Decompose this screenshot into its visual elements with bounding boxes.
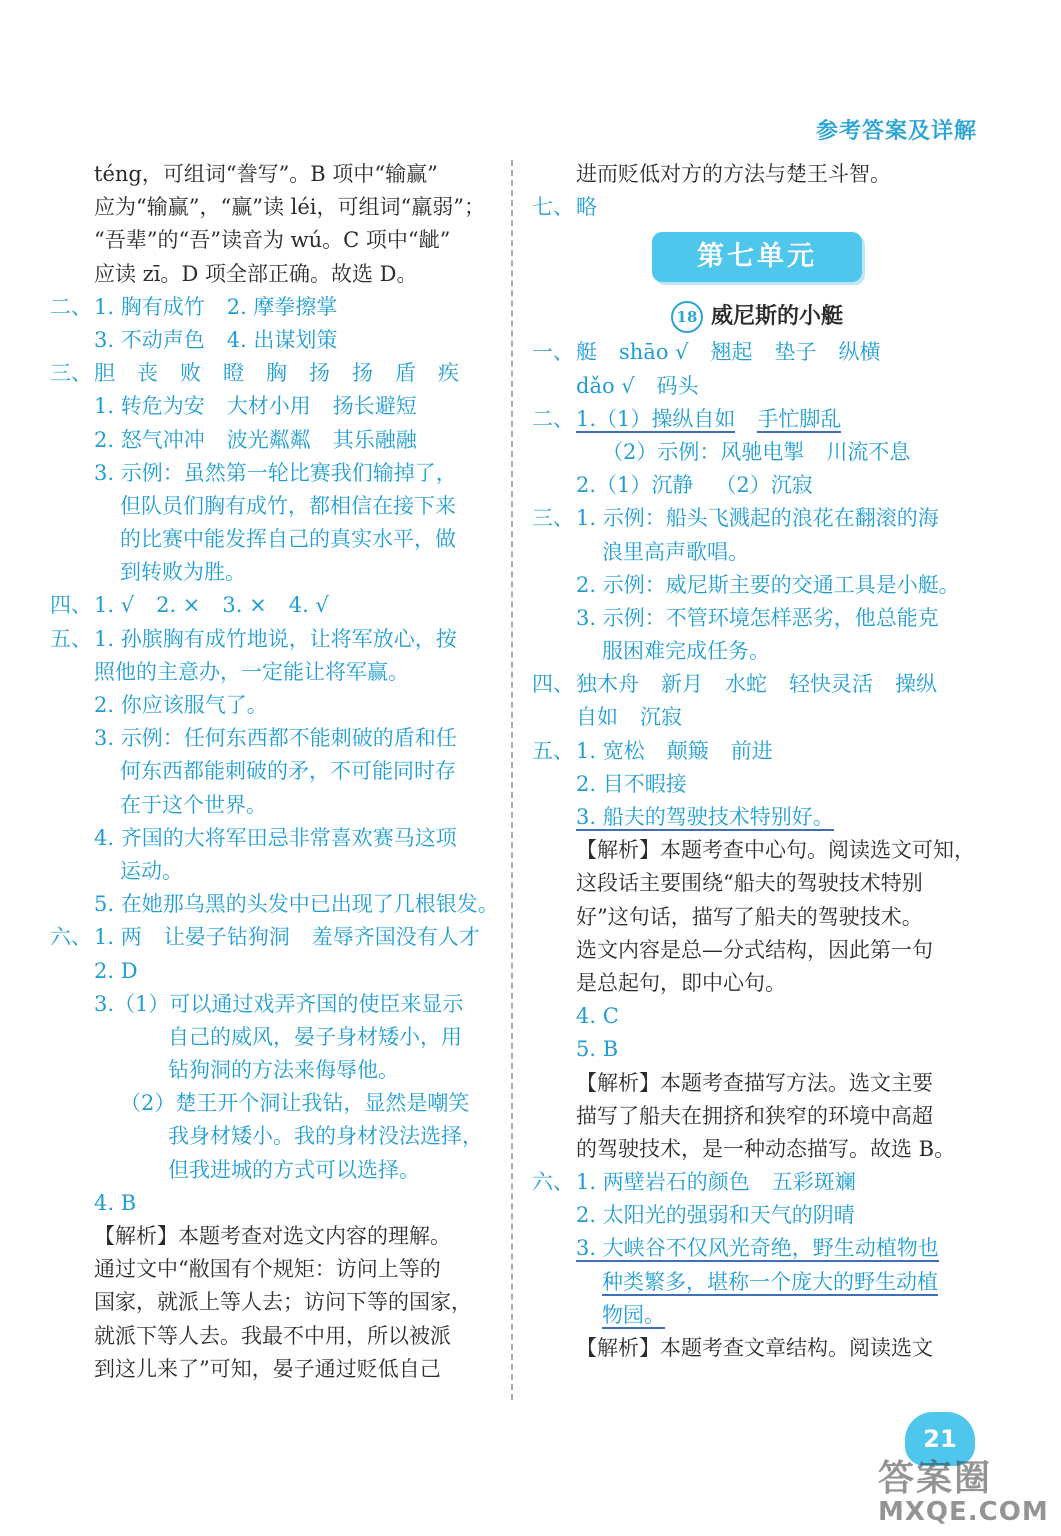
answer-line [532,1133,982,1166]
answer-line [50,1021,500,1054]
answer-text: 在于这个世界。 [120,792,267,817]
answer-text: 2. 怒气冲冲 [94,427,205,452]
answer-text: 2. 你应该服气了。 [94,693,268,717]
answer-line [50,1286,500,1319]
answer-text: 3.（1）可以通过戏弄齐国的使臣来显示 [94,991,464,1016]
answer-line [50,822,500,855]
answer-text: 扬 [352,361,373,386]
answer-text: （2）楚王开个洞让我钻，显然是嘲笑 [120,1091,470,1116]
answer-text: 2.（1）沉静 [576,473,694,498]
answer-text: 照他的主意办，一定能让将军赢。 [94,659,409,684]
right-column [532,158,982,1365]
answer-text: 1. 示例：船头飞溅起的浪花在翻滚的海 [576,506,939,531]
answer-text: shāo √ [619,340,689,365]
answer-line [532,801,982,834]
answer-text: 沉寂 [640,705,682,730]
answer-text: 2. 摩拳擦掌 [226,294,338,319]
section-label: 四、 [50,593,92,618]
answer-text: 丧 [137,361,158,386]
section-label: 七、 [532,195,574,220]
answer-text: 是总起句，即中心句。 [576,970,786,995]
answer-text: 1. 两壁岩石的颜色 [576,1170,750,1195]
answer-line [50,589,500,622]
section-label: 二、 [50,294,92,319]
answer-line [532,469,982,502]
answer-text: 就派下等人去。我最不中用，所以被派 [94,1323,451,1348]
answer-line [50,1353,500,1386]
answer-line [532,191,982,224]
answer-line [50,291,500,324]
section-label: 一、 [532,340,574,365]
answer-text: 1.（1）操纵自如 [576,406,736,431]
answer-text: 4. 齐国的大将军田忌非常喜欢赛马这项 [94,825,457,850]
answer-text: 5. B [576,1037,619,1062]
answer-line [50,191,500,224]
answer-text: 川流不息 [826,439,911,464]
answer-text: 1. 胸有成竹 [94,294,205,319]
answer-text: 4. 出谋划策 [226,327,338,352]
answer-text: 【解析】本题考查中心句。阅读选文可知， [576,838,975,863]
answer-line [50,1154,500,1187]
answer-text: 胆 [94,361,115,386]
answer-text: 自己的威风，晏子身材矮小，用 [168,1024,462,1049]
answer-line [50,1253,500,1286]
answer-text: 5. 在她那乌黑的头发中已出现了几根银发。 [94,892,499,917]
answer-line [50,722,500,755]
answer-line [50,357,500,390]
answer-text: 描写了船夫在拥挤和狭窄的环境中高超 [576,1103,933,1128]
answer-line [50,523,500,556]
answer-text: 3. 示例：虽然第一轮比赛我们输掉了， [94,460,457,485]
answer-text: 码头 [656,373,699,398]
answer-text: 的驾驶技术，是一种动态描写。故选 B。 [576,1136,956,1161]
answer-text: 3. 不动声色 [94,327,205,352]
answer-text: 疾 [438,361,459,386]
answer-line [532,1000,982,1033]
lesson-heading [532,296,982,336]
answer-text: 颠簸 [666,738,709,763]
answer-text: 浪里高声歌唱。 [602,539,749,564]
answer-line [50,689,500,722]
answer-text: “吾辈”的“吾”读音为 wú。C 项中“龇” [94,228,451,253]
answer-text: 操纵 [895,672,937,697]
answer-text: 好”这句话，描写了船夫的驾驶技术。 [576,904,923,929]
answer-text: 1. 两 [94,925,142,950]
answer-line [50,457,500,490]
answer-text: 应为“输赢”，“赢”读 léi，可组词“羸弱”； [94,195,485,220]
answer-line [532,635,982,668]
answer-line [532,735,982,768]
answer-line [50,324,500,357]
answer-text: 水蛇 [725,672,767,697]
answer-line [532,867,982,900]
answer-text: 1. √ [94,593,135,618]
answer-text: 垫子 [774,340,817,365]
answer-line [532,1199,982,1232]
lesson-number: 18 [671,301,703,333]
answer-text: 五彩斑斓 [771,1170,856,1195]
answer-line [50,1220,500,1253]
answer-text: 通过文中“敝国有个规矩：访问上等的 [94,1257,441,1282]
section-label: 五、 [532,738,574,763]
answer-line [532,403,982,436]
answer-line [532,901,982,934]
answer-line [532,1100,982,1133]
answer-line [50,1054,500,1087]
answer-line [50,1087,500,1120]
answer-text: 物园。 [602,1302,665,1327]
answer-line [532,158,982,191]
answer-text: 手忙脚乱 [757,406,842,431]
answer-text: 1. 宽松 [576,738,645,763]
unit-title: 第七单元 [652,232,862,282]
answer-text: 波光粼粼 [226,427,311,452]
answer-text: 3. 大峡谷不仅风光奇绝，野生动植物也 [576,1236,939,1261]
section-label: 三、 [50,361,92,386]
answer-line [50,158,500,191]
answer-text: 选文内容是总—分式结构，因此第一句 [576,937,933,962]
answer-line [50,390,500,423]
answer-line [50,258,500,291]
answer-line [532,602,982,635]
answer-text: 独木舟 [576,672,639,697]
answer-text: 但我进城的方式可以选择。 [168,1157,420,1182]
watermark-line2: MXQE.COM [878,1497,1049,1527]
answer-text: 3. × [222,593,267,618]
answer-line [532,370,982,403]
answer-text: 瞪 [223,361,244,386]
column-divider [511,160,513,1400]
answer-text: 艇 [576,340,597,365]
answer-text: 羞辱齐国没有人才 [311,925,480,950]
section-label: 五、 [50,626,92,651]
answer-line [50,955,500,988]
answer-text: 3. 示例：不管环境怎样恶劣，他总能克 [576,605,939,630]
answer-text: 4. B [94,1190,137,1215]
answer-text: 1. 转危为安 [94,394,205,419]
watermark [878,1450,1054,1528]
answer-line [532,701,982,734]
answer-text: 1. 孙膑胸有成竹地说，让将军放心，按 [94,626,457,651]
answer-text: 新月 [661,672,703,697]
answer-text: 种类繁多，堪称一个庞大的野生动植 [602,1269,938,1294]
answer-line [50,556,500,589]
answer-text: dǎo √ [576,373,635,398]
header-title: 参考答案及详解 [815,119,977,144]
answer-line [50,224,500,257]
answer-line [532,1033,982,1066]
answer-line [50,855,500,888]
answer-line [50,424,500,457]
answer-text: 2. × [156,593,201,618]
answer-text: 胸 [266,361,287,386]
answer-text: 前进 [730,738,773,763]
answer-text: 其乐融融 [332,427,417,452]
answer-line [532,536,982,569]
answer-line [532,1332,982,1365]
answer-text: 服困难完成任务。 [602,639,770,664]
answer-line [532,569,982,602]
answer-line [532,1299,982,1332]
answer-line [50,656,500,689]
answer-text: 翘起 [710,340,753,365]
answer-text: 这段话主要围绕“船夫的驾驶技术特别 [576,871,923,896]
answer-text: 但队员们胸有成竹，都相信在接下来 [120,493,456,518]
answer-line [50,921,500,954]
section-label: 六、 [532,1170,574,1195]
answer-line [50,1320,500,1353]
right-answers [532,336,982,1365]
answer-line [50,755,500,788]
answer-text: 3. 示例：任何东西都不能刺破的盾和任 [94,726,457,751]
page-number: 21 [905,1412,975,1466]
answer-text: 盾 [395,361,416,386]
answer-text: 2. 太阳光的强弱和天气的阴晴 [576,1203,855,1228]
answer-text: 扬长避短 [332,394,417,419]
answer-line [532,1232,982,1265]
answer-text: 4. √ [288,593,329,618]
answer-text: 3. 船夫的驾驶技术特别好。 [576,805,834,829]
answer-line [532,768,982,801]
answer-line [50,789,500,822]
answer-text: 【解析】本题考查描写方法。选文主要 [576,1070,933,1095]
answer-line [50,490,500,523]
answer-text: 4. C [576,1004,619,1029]
answer-line [532,967,982,1000]
answer-text: 到转败为胜。 [120,560,246,585]
answer-line [532,934,982,967]
answer-text: （2）沉寂 [715,473,813,498]
answer-text: 我身材矮小。我的身材没法选择， [168,1124,483,1149]
answer-text: 的比赛中能发挥自己的真实水平，做 [120,527,456,552]
answer-text: 略 [576,195,597,220]
answer-text: 2. D [94,958,138,983]
answer-line [532,834,982,867]
answer-line [50,888,500,921]
left-column [50,158,500,1386]
answer-text: 何东西都能刺破的矛，不可能同时存 [120,759,456,784]
right-top-answers [532,158,982,224]
answer-line [532,1266,982,1299]
answer-text: 自如 [576,705,618,730]
lesson-title: 威尼斯的小艇 [710,303,843,330]
answer-text: 【解析】本题考查对选文内容的理解。 [94,1224,451,1248]
watermark-line1: 答案圈 [878,1458,993,1499]
answer-line [532,336,982,369]
answer-text: 应读 zī。D 项全部正确。故选 D。 [94,261,418,286]
section-label: 四、 [532,672,574,697]
answer-text: 扬 [309,361,330,386]
answer-line [532,1067,982,1100]
answer-text: 钻狗洞的方法来侮辱他。 [168,1058,399,1083]
section-label: 二、 [532,406,574,431]
answer-line [50,988,500,1021]
answer-text: 到这儿来了”可知，晏子通过贬低自己 [94,1356,441,1381]
answer-line [50,1120,500,1153]
answer-text: 进而贬低对方的方法与楚王斗智。 [576,162,891,186]
answer-text: 大材小用 [226,394,311,419]
answer-text: 【解析】本题考查文章结构。阅读选文 [576,1336,933,1360]
answer-line [532,436,982,469]
answer-line [532,1166,982,1199]
answer-text: 2. 目不暇接 [576,771,687,796]
answer-text: 让晏子钻狗洞 [163,925,290,950]
answer-text: 败 [180,361,201,386]
answer-line [50,1187,500,1220]
answer-line [532,502,982,535]
answer-text: téng，可组词“誊写”。B 项中“输赢” [94,162,438,186]
answer-text: 国家，就派上等人去；访问下等的国家， [94,1290,472,1315]
answer-line [532,668,982,701]
answer-line [50,623,500,656]
answer-text: 运动。 [120,858,183,883]
answer-text: 轻快灵活 [789,672,873,697]
section-label: 六、 [50,925,92,950]
section-label: 三、 [532,506,574,531]
answer-text: （2）示例：风驰电掣 [602,439,805,464]
answer-text: 2. 示例：威尼斯主要的交通工具是小艇。 [576,572,960,597]
answer-text: 纵横 [838,340,881,365]
